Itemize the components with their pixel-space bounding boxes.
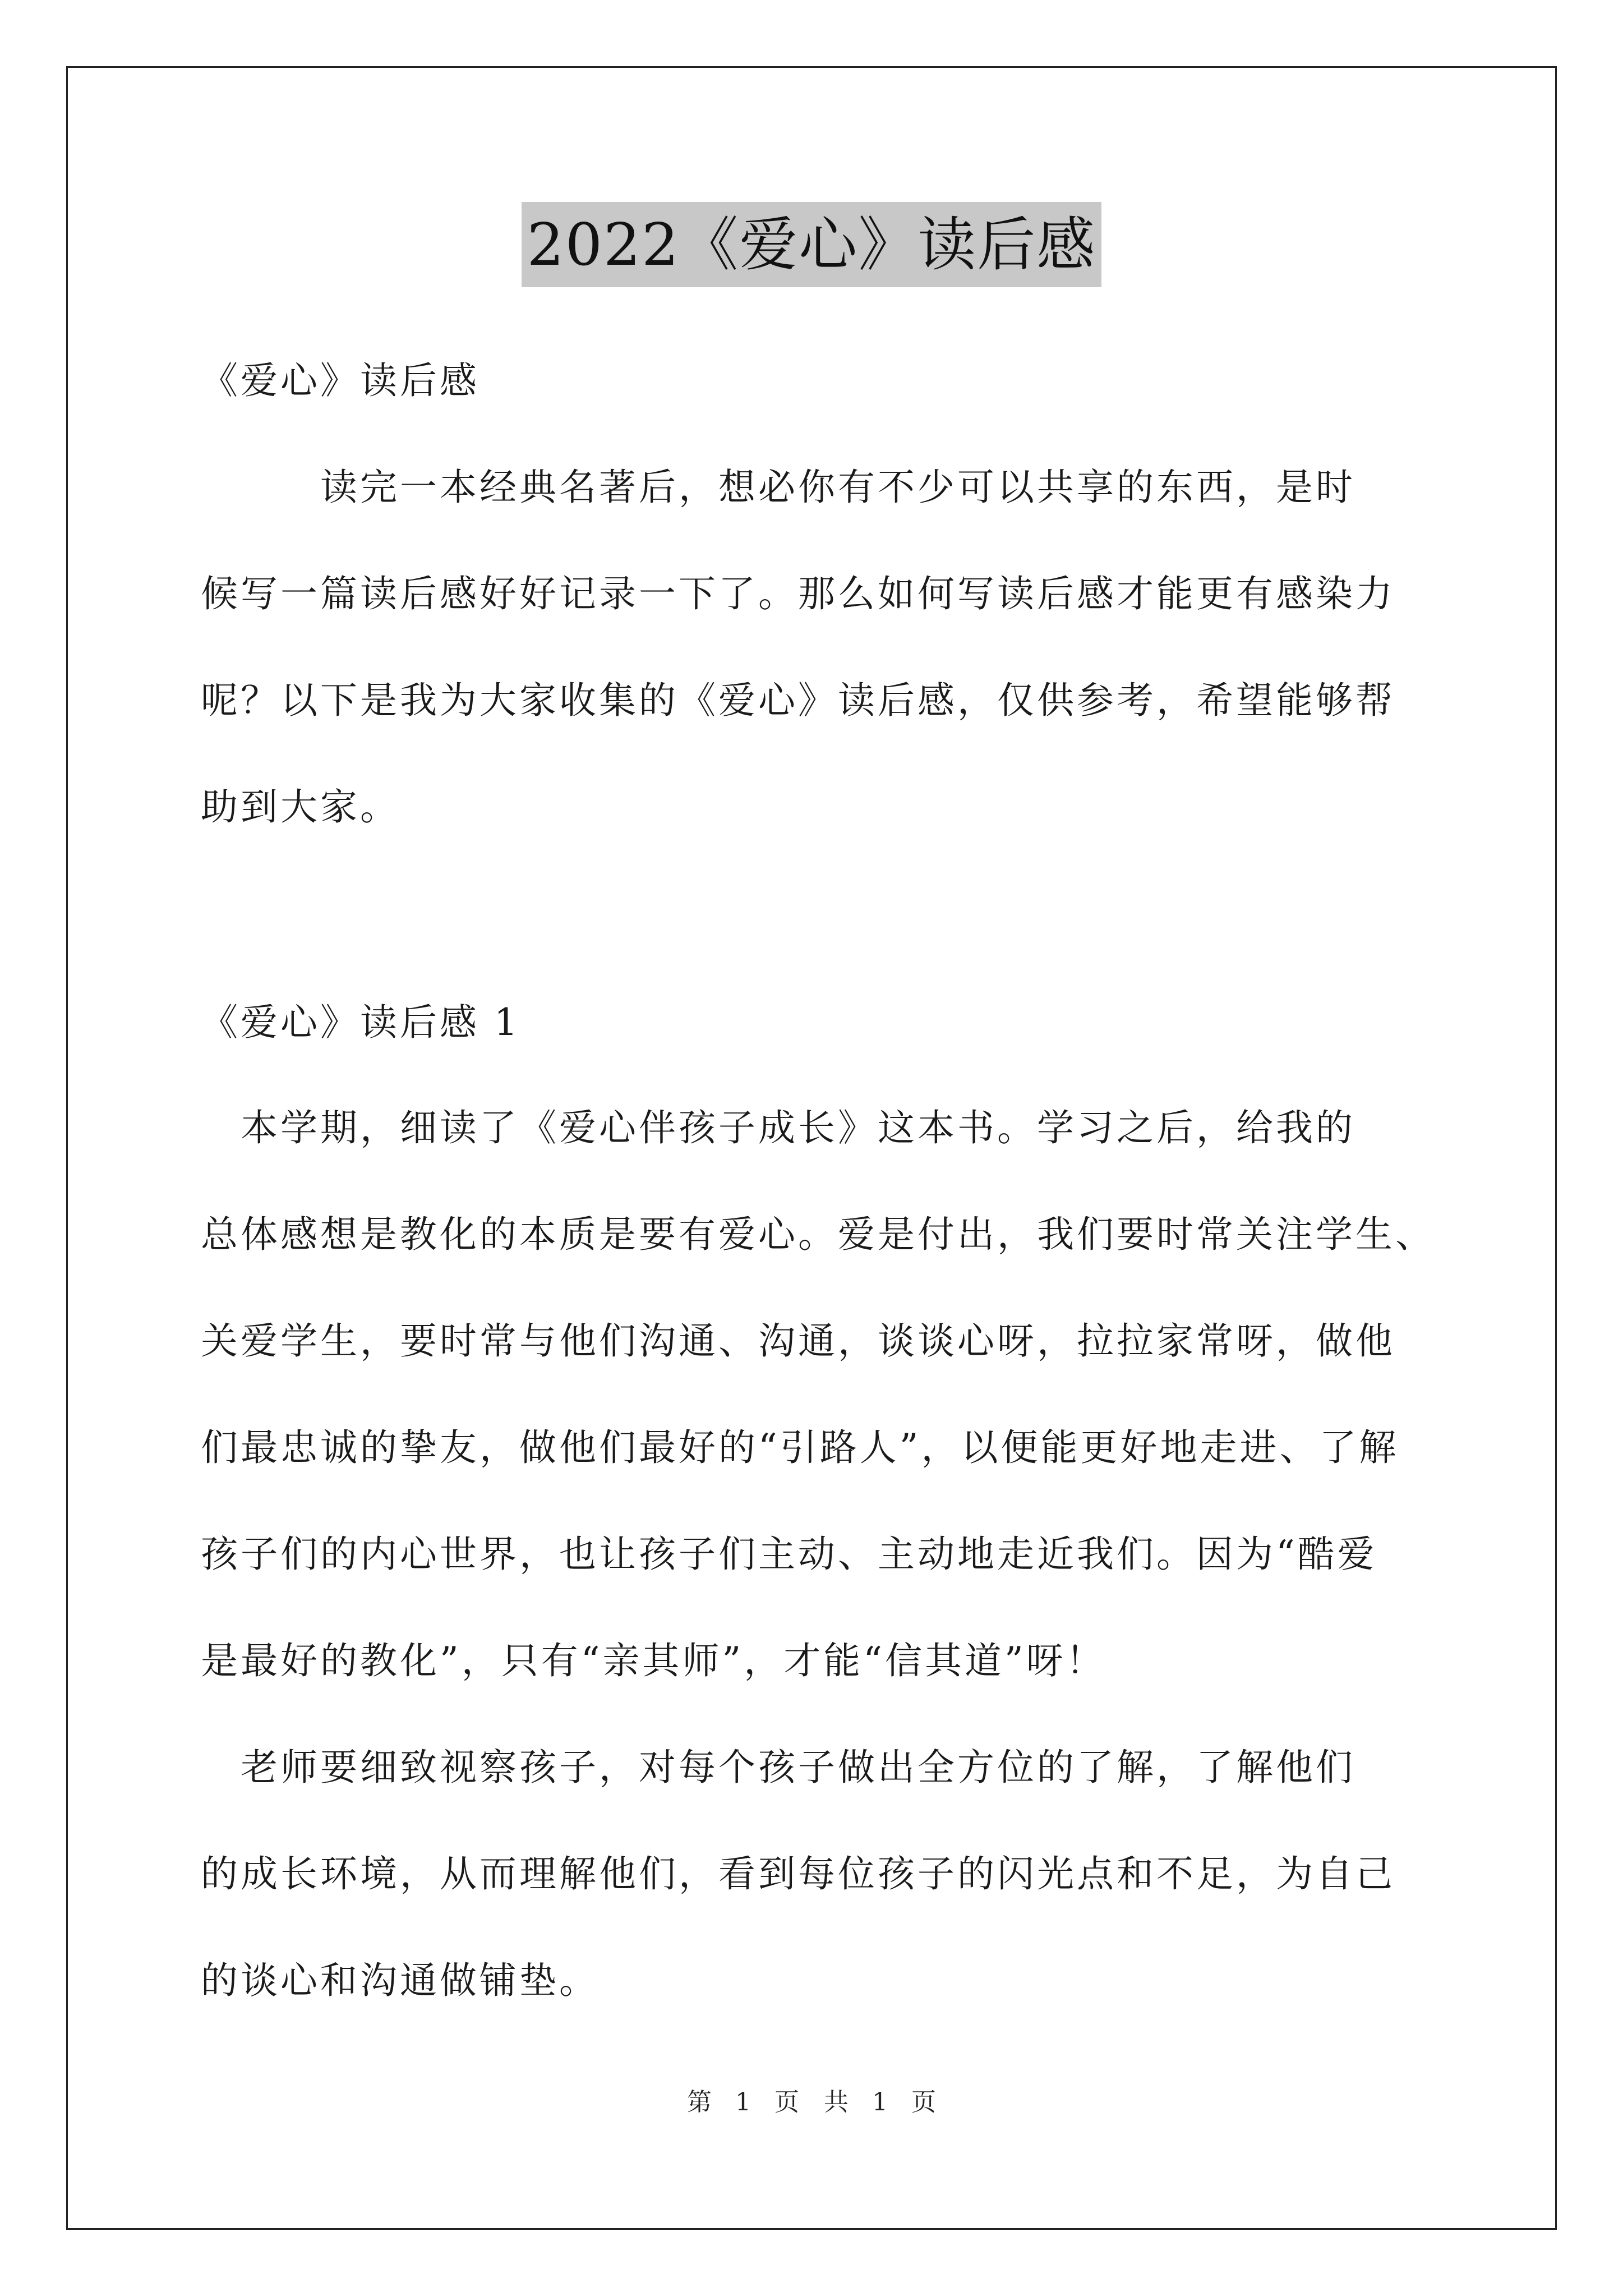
page-number-footer: 第 1 页 共 1 页 xyxy=(687,2088,936,2116)
intro-line-1: 读完一本经典名著后，想必你有不少可以共享的东西，是时 xyxy=(201,466,1355,509)
paragraph2-line-3: 的谈心和沟通做铺垫。 xyxy=(201,1959,599,2002)
section-heading: 《爱心》读后感 1 xyxy=(201,1001,520,1044)
subtitle: 《爱心》读后感 xyxy=(201,359,479,402)
paragraph2-line-1: 老师要细致视察孩子，对每个孩子做出全方位的了解，了解他们 xyxy=(201,1746,1355,1789)
paragraph1-line-2: 总体感想是教化的本质是要有爱心。爱是付出，我们要时常关注学生、 xyxy=(201,1213,1435,1256)
paragraph1-line-4: 们最忠诚的挚友，做他们最好的“引路人”，以便能更好地走进、了解 xyxy=(201,1426,1399,1469)
intro-line-2: 候写一篇读后感好好记录一下了。那么如何写读后感才能更有感染力 xyxy=(201,572,1395,615)
paragraph1-line-6: 是最好的教化”，只有“亲其师”，才能“信其道”呀！ xyxy=(201,1639,1106,1682)
intro-line-3: 呢？以下是我为大家收集的《爱心》读后感，仅供参考，希望能够帮 xyxy=(201,679,1395,722)
paragraph1-line-1: 本学期，细读了《爱心伴孩子成长》这本书。学习之后，给我的 xyxy=(201,1106,1355,1149)
paragraph1-line-3: 关爱学生，要时常与他们沟通、沟通，谈谈心呀，拉拉家常呀，做他 xyxy=(201,1319,1395,1363)
document-title: 2022《爱心》读后感 xyxy=(522,202,1102,287)
paragraph1-line-5: 孩子们的内心世界，也让孩子们主动、主动地走近我们。因为“酷爱 xyxy=(201,1533,1377,1576)
title-container xyxy=(0,202,1623,287)
intro-line-4: 助到大家。 xyxy=(201,785,400,829)
paragraph2-line-2: 的成长环境，从而理解他们，看到每位孩子的闪光点和不足，为自己 xyxy=(201,1852,1395,1895)
